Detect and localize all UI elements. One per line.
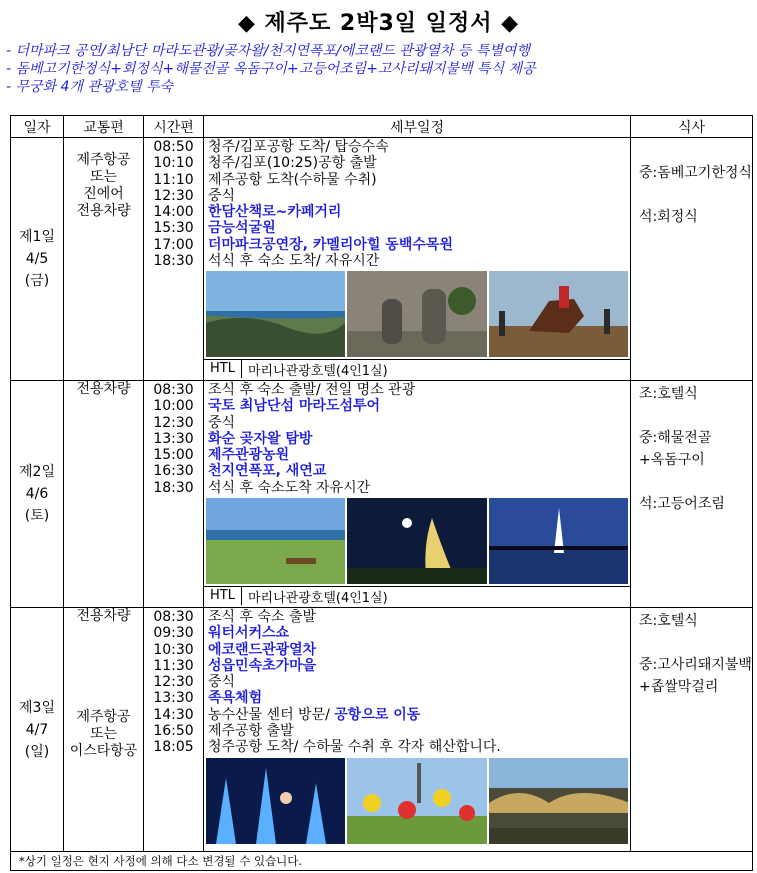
meal-cell: [631, 608, 753, 852]
schedule-item-text: 제주공항 출발: [208, 723, 294, 740]
day-cell: [11, 381, 64, 608]
schedule-item-text: 워터서커스쇼: [208, 625, 290, 642]
transport-line: 제주항공: [76, 152, 131, 168]
schedule-item: [208, 642, 630, 658]
schedule-item-text: 중식: [208, 187, 236, 204]
time-item: 11:30: [153, 657, 194, 674]
time-item: 15:00: [153, 447, 194, 464]
photo-statues-image: [347, 271, 486, 357]
schedule-cell: [204, 381, 631, 608]
meal-item: 중:해물전골: [639, 430, 712, 446]
time-item: 18:30: [153, 479, 194, 496]
footnote: *상기 일정은 현지 사정에 의해 다소 변경될 수 있습니다.: [11, 852, 753, 871]
schedule-item: [208, 139, 630, 155]
meal-item: 중:고사리돼지불백: [639, 657, 752, 673]
schedule-item-text: 농수산물 센터 방문/: [208, 706, 335, 723]
schedule-item: [208, 690, 630, 706]
meal-item: +옥돔구이: [639, 452, 705, 468]
transport-line: 전용차량: [76, 608, 131, 624]
schedule-item: [208, 220, 630, 236]
schedule-item: [208, 382, 630, 398]
day-label: 제2일: [19, 464, 55, 480]
day-date: 4/7: [25, 721, 49, 738]
meal-item: 조:호텔식: [639, 386, 698, 402]
header-time: 시간편: [144, 116, 204, 138]
meal-item: 석:회정식: [639, 209, 698, 225]
day-label: 제1일: [19, 229, 55, 245]
time-item: 18:30: [153, 253, 194, 270]
schedule-item: [208, 723, 630, 739]
photo-pinwheels-image: [347, 758, 486, 844]
schedule-item: [208, 463, 630, 479]
schedule-item: [208, 625, 630, 641]
schedule-item: [208, 155, 630, 171]
schedule-item: [208, 739, 630, 755]
schedule-item-text: 에코랜드관광열차: [208, 641, 317, 658]
time-item: 14:00: [153, 204, 194, 221]
header-meal: 식사: [631, 116, 753, 138]
photo-waterfall-night-image: [347, 498, 486, 584]
schedule-item-text: 더마파크공연장, 카멜리아힐 동백수목원: [208, 236, 453, 253]
transport-cell: [64, 608, 144, 852]
photo-horse-show-image: [489, 271, 628, 357]
schedule-item: [208, 398, 630, 414]
time-item: 16:30: [153, 463, 194, 480]
time-item: 10:30: [153, 641, 194, 658]
schedule-item-text: 제주관광농원: [208, 447, 290, 464]
meal-item: [639, 405, 752, 427]
schedule-item-text: 화순 곶자왈 탐방: [208, 430, 313, 447]
day-weekday: (토): [24, 508, 50, 524]
transport-cell: [64, 138, 144, 381]
table-row-day2: [11, 381, 753, 608]
hotel-row: [204, 359, 630, 378]
schedule-item: [208, 188, 630, 204]
photo-seaside-field-image: [206, 498, 345, 584]
schedule-item: [208, 674, 630, 690]
schedule-item-text: 국토 최남단섬 마라도섬투어: [208, 398, 381, 415]
time-item: 18:05: [153, 739, 194, 756]
highlight-item: - 돔베고기한정식+회정식+해물전골 옥돔구이+고등어조림+고사리돼지불백 특식 제공: [6, 61, 536, 77]
schedule-item: [208, 204, 630, 220]
time-item: 12:30: [153, 414, 194, 431]
meal-item: 석:고등어조림: [639, 496, 725, 512]
schedule-item-text: 천지연폭포, 새연교: [208, 463, 327, 480]
hotel-row: [204, 586, 630, 605]
schedule-item-text: 조식 후 숙소 출발/ 전일 명소 관광: [208, 382, 416, 398]
photo-coast-image: [206, 271, 345, 357]
hotel-name: 마리나관광호텔(4인1실): [247, 590, 388, 606]
time-item: 12:30: [153, 674, 194, 691]
header-day: 일자: [11, 116, 64, 138]
itinerary-table: [10, 115, 753, 871]
footnote-row: [11, 852, 753, 871]
schedule-item-text: 금능석굴원: [208, 220, 276, 237]
schedule-item: [208, 609, 630, 625]
day-label: 제3일: [19, 699, 55, 716]
schedule-item: [208, 237, 630, 253]
day-cell: [11, 138, 64, 381]
header-transport: 교통편: [64, 116, 144, 138]
transport-line: 진에어: [83, 186, 124, 202]
meal-item: 중:돔베고기한정식: [639, 165, 752, 181]
time-item: 09:30: [153, 625, 194, 642]
schedule-item: [208, 431, 630, 447]
schedule-item-text: 청주/김포(10:25)공항 출발: [208, 155, 377, 172]
hotel-name: 마리나관광호텔(4인1실): [247, 363, 388, 379]
schedule-item-text: 석식 후 숙소도착 자유시간: [208, 479, 371, 496]
day-weekday: (금): [24, 273, 50, 289]
day-date: 4/5: [25, 251, 49, 267]
time-item: 14:30: [153, 706, 194, 723]
schedule-item-text: 청주공항 도착/ 수하물 수취 후 각자 해산합니다.: [208, 739, 501, 756]
schedule-item-text: 한담산책로~카페거리: [208, 204, 342, 221]
table-row-day1: [11, 138, 753, 381]
day-cell: [11, 608, 64, 852]
schedule-item: [208, 447, 630, 463]
schedule-item: [208, 658, 630, 674]
schedule-item-highlight: 공항으로 이동: [334, 706, 421, 723]
photo-strip: [206, 758, 628, 844]
photo-strip: [206, 498, 628, 584]
table-header-row: [11, 116, 753, 138]
time-item: 13:30: [153, 430, 194, 447]
time-item: 11:10: [153, 171, 194, 188]
time-item: 08:30: [153, 382, 194, 398]
time-item: 16:50: [153, 723, 194, 740]
time-item: 08:30: [153, 609, 194, 625]
transport-line: 전용차량: [76, 203, 131, 219]
schedule-item-text: 제주공항 도착(수하물 수취): [208, 171, 377, 188]
schedule-item-text: 조식 후 숙소 출발: [208, 609, 317, 625]
schedule-item: [208, 253, 630, 269]
meal-cell: [631, 381, 753, 608]
photo-water-circus-image: [206, 758, 345, 844]
schedule-item-text: 족욕체험: [208, 690, 263, 707]
page-title: ◆ 제주도 2박3일 일정서 ◆: [237, 11, 520, 36]
highlight-item: - 무궁화 4개 관광호텔 투숙: [6, 79, 173, 95]
meal-item: [639, 632, 752, 654]
meal-item: +좁쌀막걸리: [639, 679, 719, 695]
schedule-item-text: 중식: [208, 674, 236, 691]
transport-line: 또는: [89, 726, 118, 742]
transport-line: 제주항공: [76, 709, 131, 725]
time-item: 10:10: [153, 155, 194, 172]
meal-item: [639, 140, 752, 162]
schedule-item: [208, 172, 630, 188]
meal-item: [639, 184, 752, 206]
time-item: 13:30: [153, 690, 194, 707]
hotel-tag: HTL: [204, 360, 242, 378]
time-item: 17:00: [153, 236, 194, 253]
schedule-item-text: 청주/김포공항 도착/ 탑승수속: [208, 139, 389, 155]
time-item: 15:30: [153, 220, 194, 237]
transport-line: 전용차량: [76, 381, 131, 397]
time-cell: [144, 608, 204, 852]
day-weekday: (일): [24, 743, 50, 760]
day-date: 4/6: [25, 486, 49, 502]
table-row-day3: [11, 608, 753, 852]
schedule-item-text: 석식 후 숙소 도착/ 자유시간: [208, 253, 380, 270]
time-cell: [144, 138, 204, 381]
transport-line: 이스타항공: [69, 743, 138, 759]
hotel-tag: HTL: [204, 587, 242, 605]
schedule-item: [208, 707, 630, 723]
photo-folk-village-image: [489, 758, 628, 844]
meal-item: 조:호텔식: [639, 613, 698, 629]
transport-line: 또는: [89, 169, 118, 185]
time-item: 10:00: [153, 398, 194, 415]
schedule-item-text: 성읍민속초가마을: [208, 657, 317, 674]
schedule-item: [208, 480, 630, 496]
photo-strip: [206, 271, 628, 357]
header-detail: 세부일정: [204, 116, 631, 138]
schedule-item-text: 중식: [208, 414, 236, 431]
highlights-list: [6, 42, 536, 96]
time-item: 08:50: [153, 139, 194, 155]
meal-cell: [631, 138, 753, 381]
schedule-item: [208, 415, 630, 431]
meal-item: [639, 471, 752, 493]
photo-bridge-dusk-image: [489, 498, 628, 584]
highlight-item: - 더마파크 공연/최남단 마라도관광/곶자왈/천지연폭포/에코랜드 관광열차 등 특별여행: [6, 43, 530, 59]
schedule-cell: [204, 608, 631, 852]
schedule-cell: [204, 138, 631, 381]
time-item: 12:30: [153, 187, 194, 204]
transport-cell: [64, 381, 144, 608]
time-cell: [144, 381, 204, 608]
